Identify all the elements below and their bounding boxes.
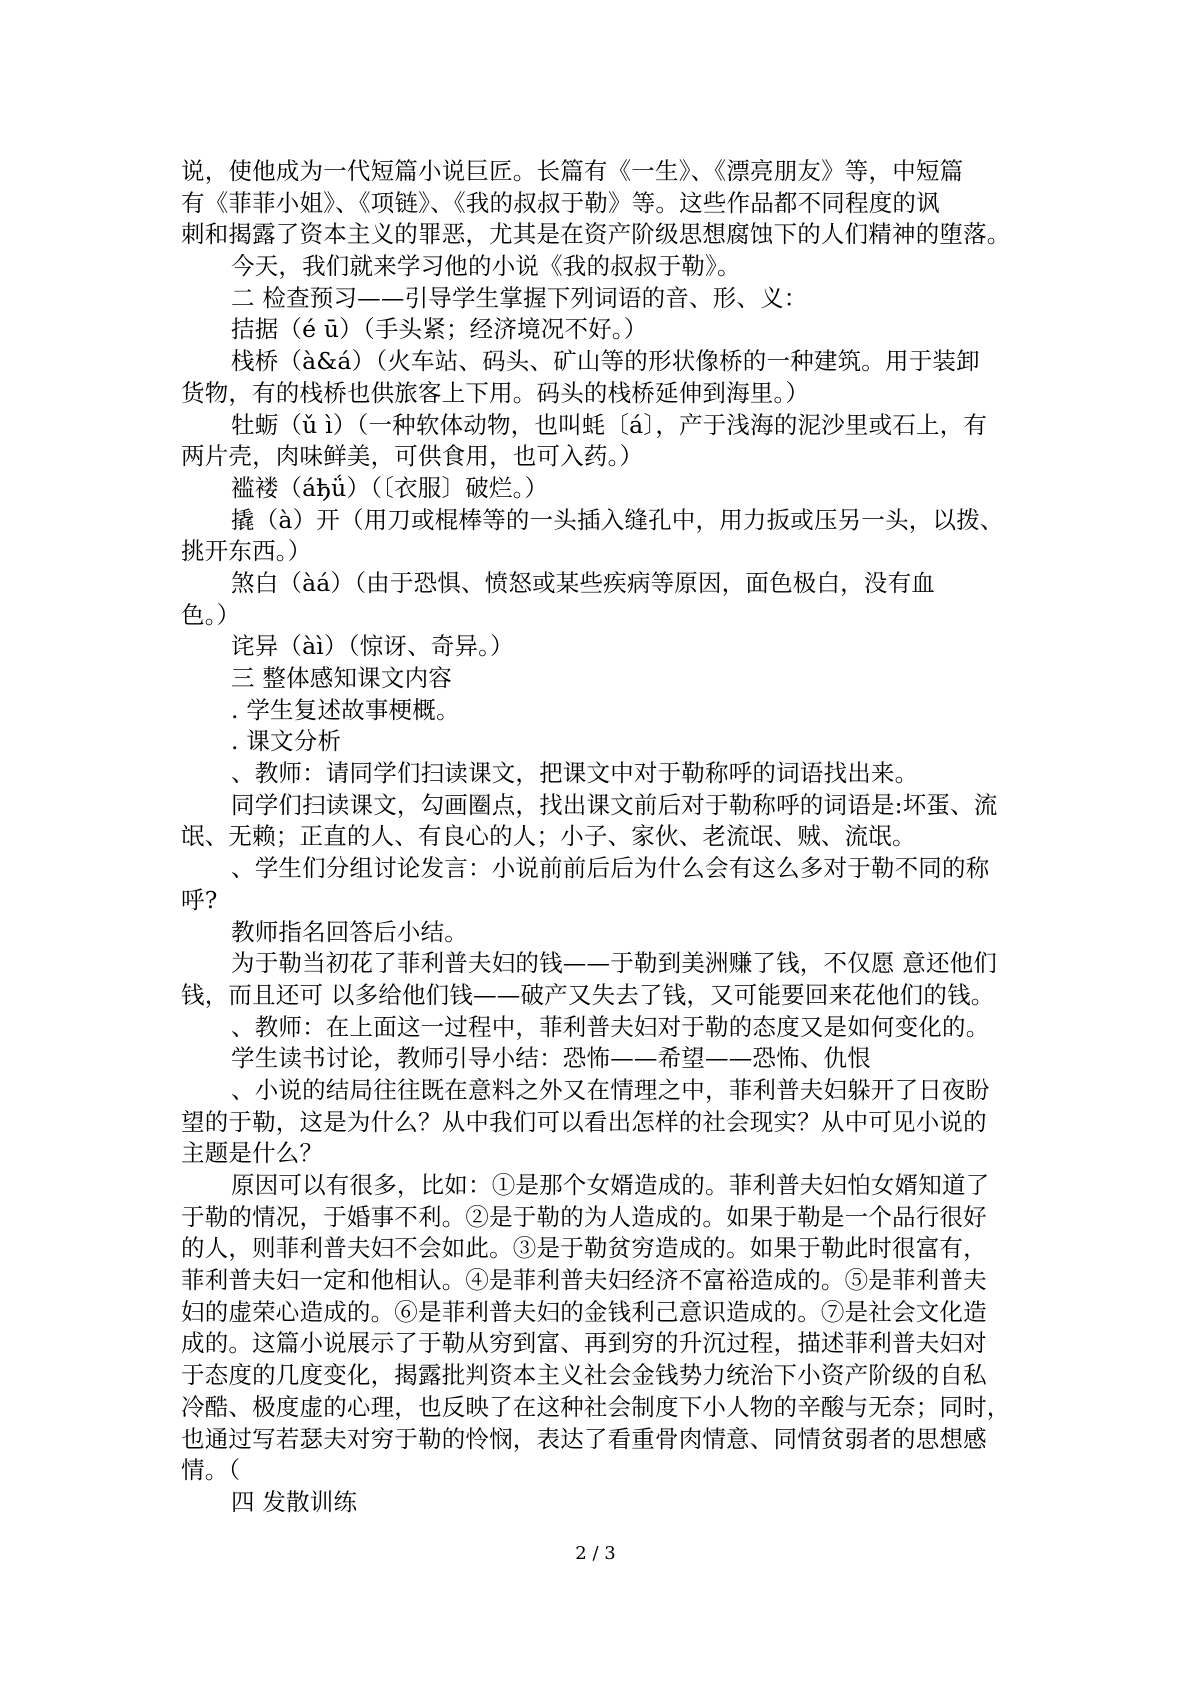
text-line: . 课文分析 [231,727,342,756]
text-line: 、教师：请同学们扫读课文，把课文中对于勒称呼的词语找出来。 [231,759,919,788]
text-line: 褴褛（áђǘ）（〔衣服〕破烂。） [231,473,549,502]
text-line: 有《菲菲小姐》、《项链》、《我的叔叔于勒》等。这些作品都不同程度的讽 [181,188,940,217]
text-line: 同学们扫读课文，勾画圈点，找出课文前后对于勒称呼的词语是:坏蛋、流 [231,790,998,819]
text-line: 货物，有的栈桥也供旅客上下用。码头的栈桥延伸到海里。） [181,378,810,407]
text-line: 、教师：在上面这一过程中，菲利普夫妇对于勒的态度又是如何变化的。 [231,1012,990,1041]
text-line: 、学生们分组讨论发言：小说前前后后为什么会有这么多对于勒不同的称 [231,854,990,883]
page-number: 2 / 3 [575,1543,616,1564]
text-line: 刺和揭露了资本主义的罪恶，尤其是在资产阶级思想腐蚀下的人们精神的堕落。 [181,220,1011,249]
text-line: 今天，我们就来学习他的小说《我的叔叔于勒》。 [231,252,741,281]
text-line: 撬（à）开（用刀或棍棒等的一头插入缝孔中，用力扳或压另一头，以拨、 [231,505,1004,534]
text-line: 成的。这篇小说展示了于勒从穷到富、再到穷的升沉过程，描述菲利普夫妇对 [181,1329,987,1358]
text-line: 氓、无赖；正直的人、有良心的人；小子、家伙、老流氓、贼、流氓。 [181,822,916,851]
text-line: 于勒的情况，于婚事不利。②是于勒的为人造成的。如果于勒是一个品行很好 [181,1202,987,1231]
text-line: 主题是什么？ [181,1139,324,1168]
text-line: 色。） [181,600,241,629]
text-line: 情。（ [181,1456,241,1485]
text-line: 两片壳，肉味鲜美，可供食用，也可入药。） [181,442,644,471]
text-line: 于态度的几度变化，揭露批判资本主义社会金钱势力统治下小资产阶级的自私 [181,1361,987,1390]
text-line: 二 检查预习——引导学生掌握下列词语的音、形、义： [231,283,808,312]
text-line: 望的于勒，这是为什么？从中我们可以看出怎样的社会现实？从中可见小说的 [181,1107,987,1136]
text-line: 妇的虚荣心造成的。⑥是菲利普夫妇的金钱利己意识造成的。⑦是社会文化造 [181,1297,987,1326]
text-line: 挑开东西。） [181,537,312,566]
text-line: 也通过写若瑟夫对穷于勒的怜悯，表达了看重骨肉情意、同情贫弱者的思想感 [181,1424,987,1453]
text-line: 为于勒当初花了菲利普夫妇的钱——于勒到美洲赚了钱，不仅愿 意还他们 [231,949,998,978]
text-line: 原因可以有很多，比如：①是那个女婿造成的。菲利普夫妇怕女婿知道了 [231,1171,990,1199]
text-line: 冷酷、极度虚的心理，也反映了在这种社会制度下小人物的辛酸与无奈；同时， [181,1392,1011,1421]
text-line: 呼? [181,885,218,914]
text-line: 钱，而且还可 以多给他们钱——破产又失去了钱，又可能要回来花他们的钱。 [181,980,995,1009]
text-line: 牡蛎（ǔ ì）（一种软体动物，也叫蚝〔á〕，产于浅海的泥沙里或石上，有 [231,410,988,439]
text-line: 诧异（àì）（惊讶、奇异。） [231,632,514,661]
text-line: . 学生复述故事梗概。 [231,695,460,724]
text-line: 四 发散训练 [231,1487,358,1516]
text-line: 三 整体感知课文内容 [231,664,452,692]
text-line: 煞白（àá）（由于恐惧、愤怒或某些疾病等原因，面色极白，没有血 [231,568,935,597]
body-text [181,156,1011,1519]
text-line: 学生读书讨论，教师引导小结：恐怖——希望——恐怖、仇恨 [231,1044,871,1073]
text-line: 教师指名回答后小结。 [231,917,468,946]
text-line: 的人，则菲利普夫妇不会如此。③是于勒贫穷造成的。如果于勒此时很富有， [181,1234,987,1263]
text-line: 栈桥（à&á）（火车站、码头、矿山等的形状像桥的一种建筑。用于装卸 [231,347,980,376]
text-line: 说，使他成为一代短篇小说巨匠。长篇有《一生》、《漂亮朋友》等，中短篇 [181,157,964,185]
text-line: 菲利普夫妇一定和他相认。④是菲利普夫妇经济不富裕造成的。⑤是菲利普夫 [181,1266,987,1295]
text-line: 拮据（é ū）（手头紧；经济境况不好。） [231,315,648,344]
text-line: 、小说的结局往往既在意料之外又在情理之中，菲利普夫妇躲开了日夜盼 [231,1075,990,1104]
